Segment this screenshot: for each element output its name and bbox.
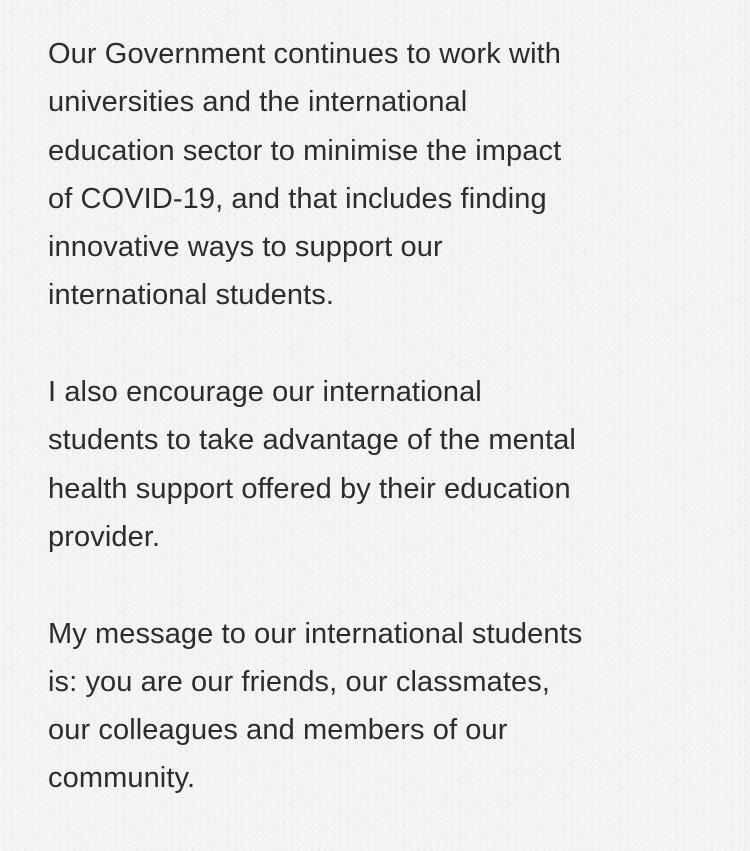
paragraph-mental-health: I also encourage our international students to take advantage of the mental health support offered by their education provider. (48, 376, 576, 553)
paragraph-government: Our Government continues to work with universities and the international education sector to minimise the impact of COVID-19, and that includes finding innovative ways to support our international students. (48, 38, 562, 312)
paragraph-spacer (48, 561, 728, 609)
note-body (48, 30, 728, 803)
paragraph-message: My message to our international students is: you are our friends, our classmates, our colleagues and members of our community. (48, 617, 583, 795)
paragraph-spacer (48, 320, 728, 368)
